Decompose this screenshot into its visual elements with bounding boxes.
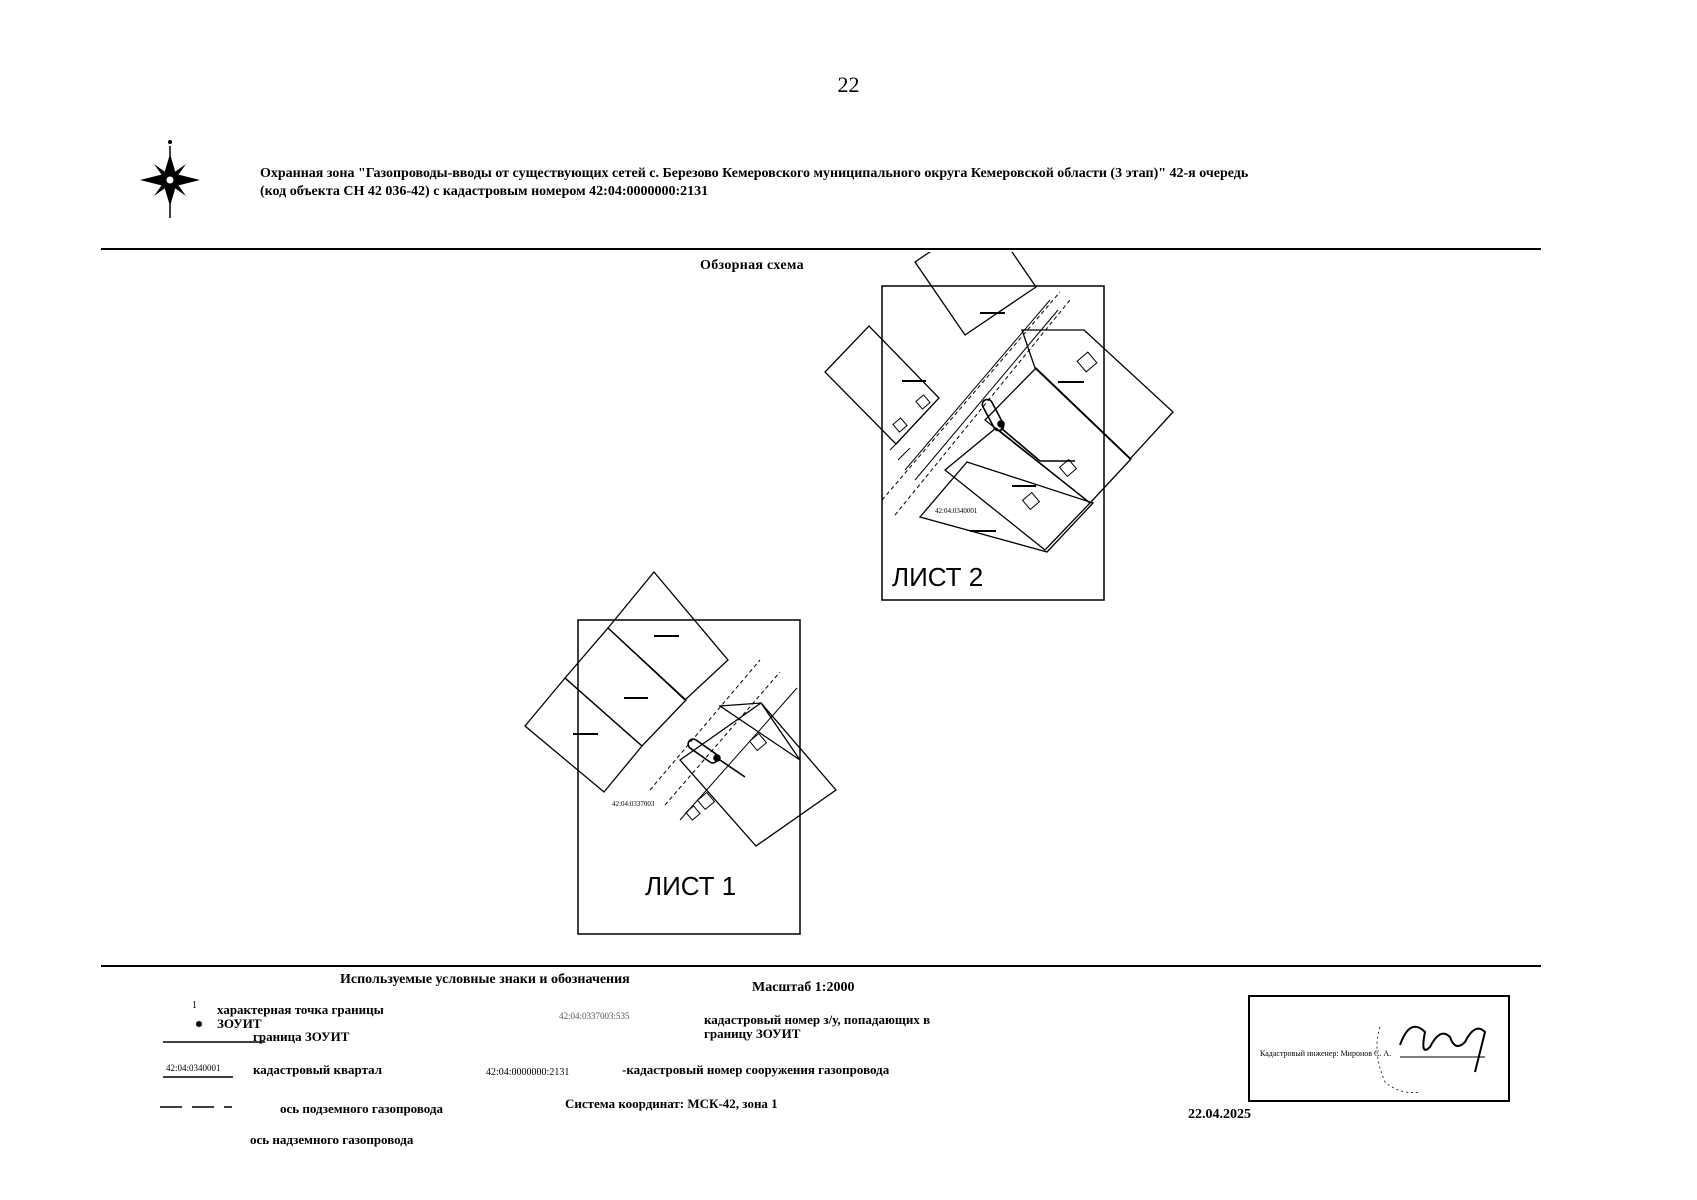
sheet-2-label: ЛИСТ 2	[892, 562, 984, 592]
legend-structure-sample: 42:04:0000000:2131	[486, 1067, 570, 1078]
sheet-2-zouit-zone	[981, 398, 1075, 461]
coordinate-system: Система координат: МСК-42, зона 1	[565, 1096, 778, 1111]
title-line-1: Охранная зона "Газопроводы-вводы от существующих сетей с. Березово Кемеровского муниципального округа Кемеровской области (3 этап)" 42-я очередь	[260, 166, 1249, 181]
map-title: Обзорная схема	[700, 258, 804, 273]
document-title	[260, 165, 1460, 201]
sheet-2-buildings	[893, 352, 1097, 509]
legend-border-label: граница ЗОУИТ	[253, 1029, 350, 1044]
sheet-1-zouit-zone	[686, 737, 745, 777]
top-divider	[101, 248, 1541, 250]
sheet-2-quarter-label: 42:04:0340001	[935, 507, 978, 515]
sheet-1-road-corridor	[650, 660, 797, 820]
title-line-2: (код объекта СН 42 036-42) с кадастровым номером 42:04:0000000:2131	[260, 184, 709, 199]
engineer-stamp	[1248, 995, 1510, 1102]
sheet-1-label: ЛИСТ 1	[645, 871, 737, 901]
map-scale: Масштаб 1:2000	[752, 980, 855, 995]
document-date: 22.04.2025	[1188, 1107, 1251, 1122]
legend-structure-label: -кадастровый номер сооружения газопровода	[622, 1062, 890, 1077]
page-number: 22	[837, 72, 860, 97]
legend-quarter-label: кадастровый квартал	[253, 1062, 383, 1077]
legend-quarter-sample: 42:04:0340001	[166, 1063, 221, 1073]
engineer-name: Кадастровый инженер: Миронов С. А.	[1260, 1049, 1392, 1058]
legend-parcel-label: кадастровый номер з/у, попадающих в границу ЗОУИТ	[704, 1012, 931, 1041]
legend-aboveground-label: ось надземного газопровода	[250, 1132, 414, 1147]
sheet-1-buildings	[686, 734, 766, 820]
sheet-2-label-dashes	[902, 313, 1084, 531]
sheet-1-parcels	[525, 572, 836, 846]
legend-underground-label: ось подземного газопровода	[280, 1101, 443, 1116]
signature-icon	[1250, 997, 1512, 1104]
legend-title: Используемые условные знаки и обозначения	[340, 972, 630, 987]
sheet-2-parcels	[825, 214, 1173, 552]
sheet-2-frame	[882, 286, 1104, 600]
legend-parcel-sample: 42:04:0337003:535	[559, 1011, 630, 1021]
sheet-1-label-dashes	[573, 636, 679, 734]
sheet-2-road-corridor	[882, 292, 1070, 515]
bottom-divider	[101, 965, 1541, 967]
sheet-1-quarter-label: 42:04:0337003	[612, 800, 655, 808]
legend-point-label: характерная точка границы ЗОУИТ	[217, 1002, 384, 1031]
point-symbol: 1	[192, 1000, 197, 1011]
